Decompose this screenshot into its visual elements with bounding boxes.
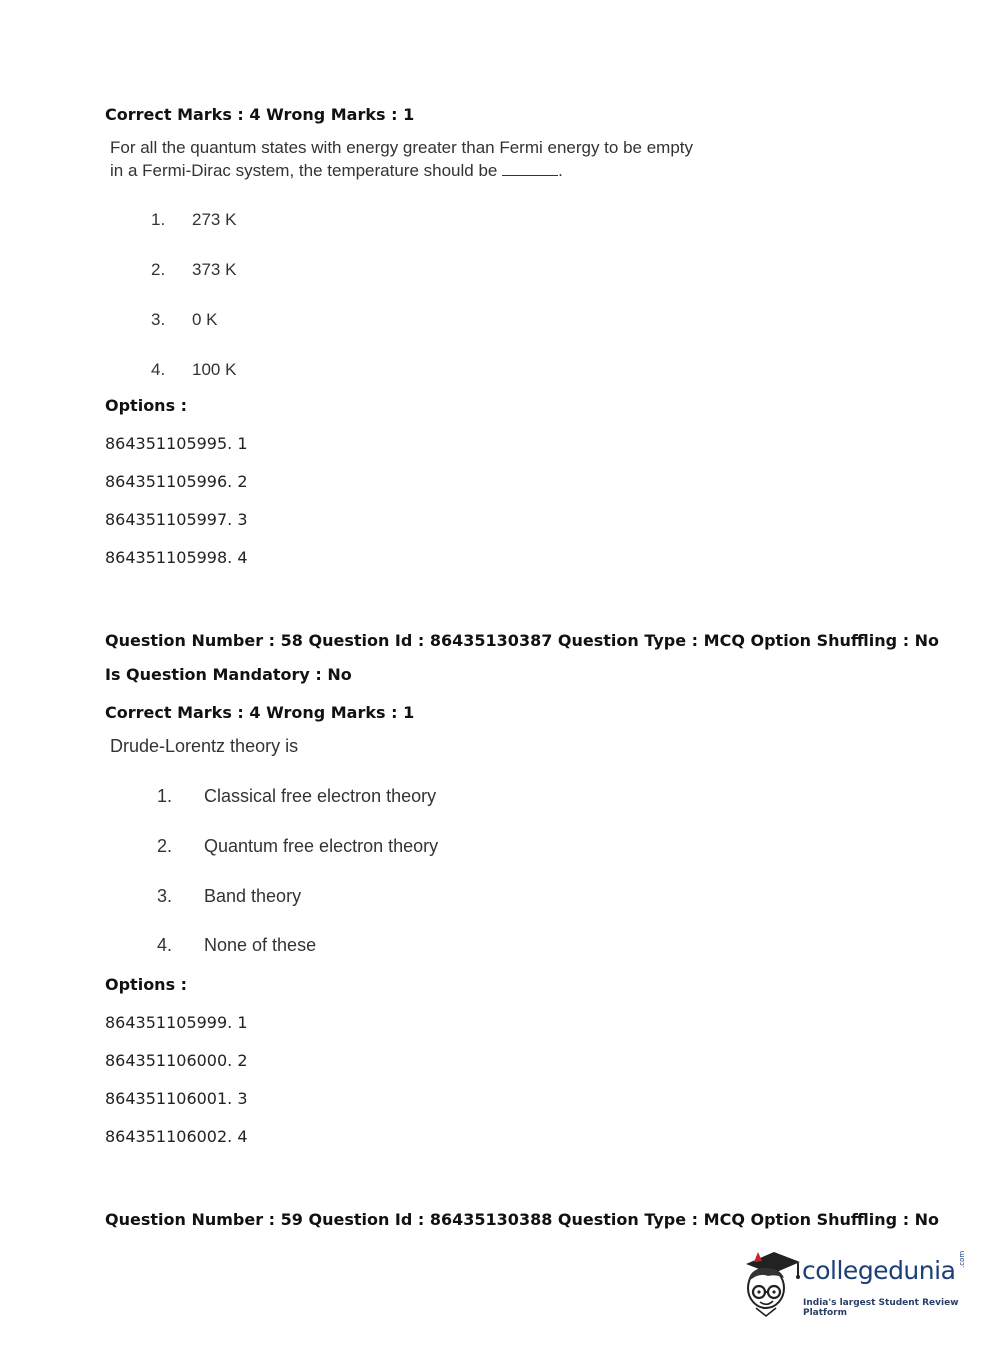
q57-choice-4-text: 100 K bbox=[192, 360, 237, 379]
q58-marks: Correct Marks : 4 Wrong Marks : 1 bbox=[105, 703, 415, 722]
answer-blank bbox=[502, 161, 558, 176]
q58-option-id-3: 864351106001. 3 bbox=[105, 1089, 248, 1108]
q58-question-text: Drude-Lorentz theory is bbox=[110, 736, 299, 756]
q57-option-id-1: 864351105995. 1 bbox=[105, 434, 248, 453]
q57-option-id-4: 864351105998. 4 bbox=[105, 548, 248, 567]
q58-choice-2-num: 2. bbox=[157, 836, 173, 856]
q58-choice-3-num: 3. bbox=[157, 886, 173, 906]
q58-option-id-2: 864351106000. 2 bbox=[105, 1051, 248, 1070]
q57-choice-2-num: 2. bbox=[151, 260, 166, 279]
q57-text-line1: For all the quantum states with energy greater than Fermi energy to be empty bbox=[110, 138, 694, 157]
q57-text-line2: in a Fermi-Dirac system, the temperature should be bbox=[110, 161, 498, 180]
q57-choice-1-text: 273 K bbox=[192, 210, 237, 229]
q58-choice-1-num: 1. bbox=[157, 786, 173, 806]
q58-mandatory: Is Question Mandatory : No bbox=[105, 665, 352, 684]
logo-suffix: .com bbox=[958, 1250, 966, 1268]
q57-choice-1-num: 1. bbox=[151, 210, 166, 229]
q57-text-end: . bbox=[558, 161, 563, 180]
logo-wordmark: collegedunia bbox=[802, 1256, 956, 1285]
q58-choice-4-num: 4. bbox=[157, 935, 173, 955]
q57-option-id-2: 864351105996. 2 bbox=[105, 472, 248, 491]
q58-choice-4-text: None of these bbox=[204, 935, 317, 955]
q57-option-id-3: 864351105997. 3 bbox=[105, 510, 248, 529]
logo-tagline: India's largest Student Review Platform bbox=[803, 1298, 959, 1318]
q57-marks: Correct Marks : 4 Wrong Marks : 1 bbox=[105, 105, 415, 124]
q59-header: Question Number : 59 Question Id : 86435130388 Question Type : MCQ Option Shuffling : No bbox=[105, 1210, 940, 1229]
q57-choice-3-text: 0 K bbox=[192, 310, 218, 329]
q57-text-line2-wrap bbox=[110, 159, 693, 182]
q58-choice-1-text: Classical free electron theory bbox=[204, 786, 437, 806]
collegedunia-logo[interactable] bbox=[740, 1246, 972, 1318]
q57-choice-2-text: 373 K bbox=[192, 260, 237, 279]
q57-options-label: Options : bbox=[105, 396, 188, 415]
q57-choice-3-num: 3. bbox=[151, 310, 166, 329]
q58-option-id-4: 864351106002. 4 bbox=[105, 1127, 248, 1146]
q58-options-label: Options : bbox=[105, 975, 188, 994]
q58-header: Question Number : 58 Question Id : 86435130387 Question Type : MCQ Option Shuffling : No bbox=[105, 631, 940, 650]
q58-choice-2-text: Quantum free electron theory bbox=[204, 836, 439, 856]
q58-choice-3-text: Band theory bbox=[204, 886, 302, 906]
q57-choice-4-num: 4. bbox=[151, 360, 166, 379]
q58-option-id-1: 864351105999. 1 bbox=[105, 1013, 248, 1032]
mascot-icon bbox=[740, 1246, 802, 1318]
q57-question-text bbox=[110, 136, 693, 182]
